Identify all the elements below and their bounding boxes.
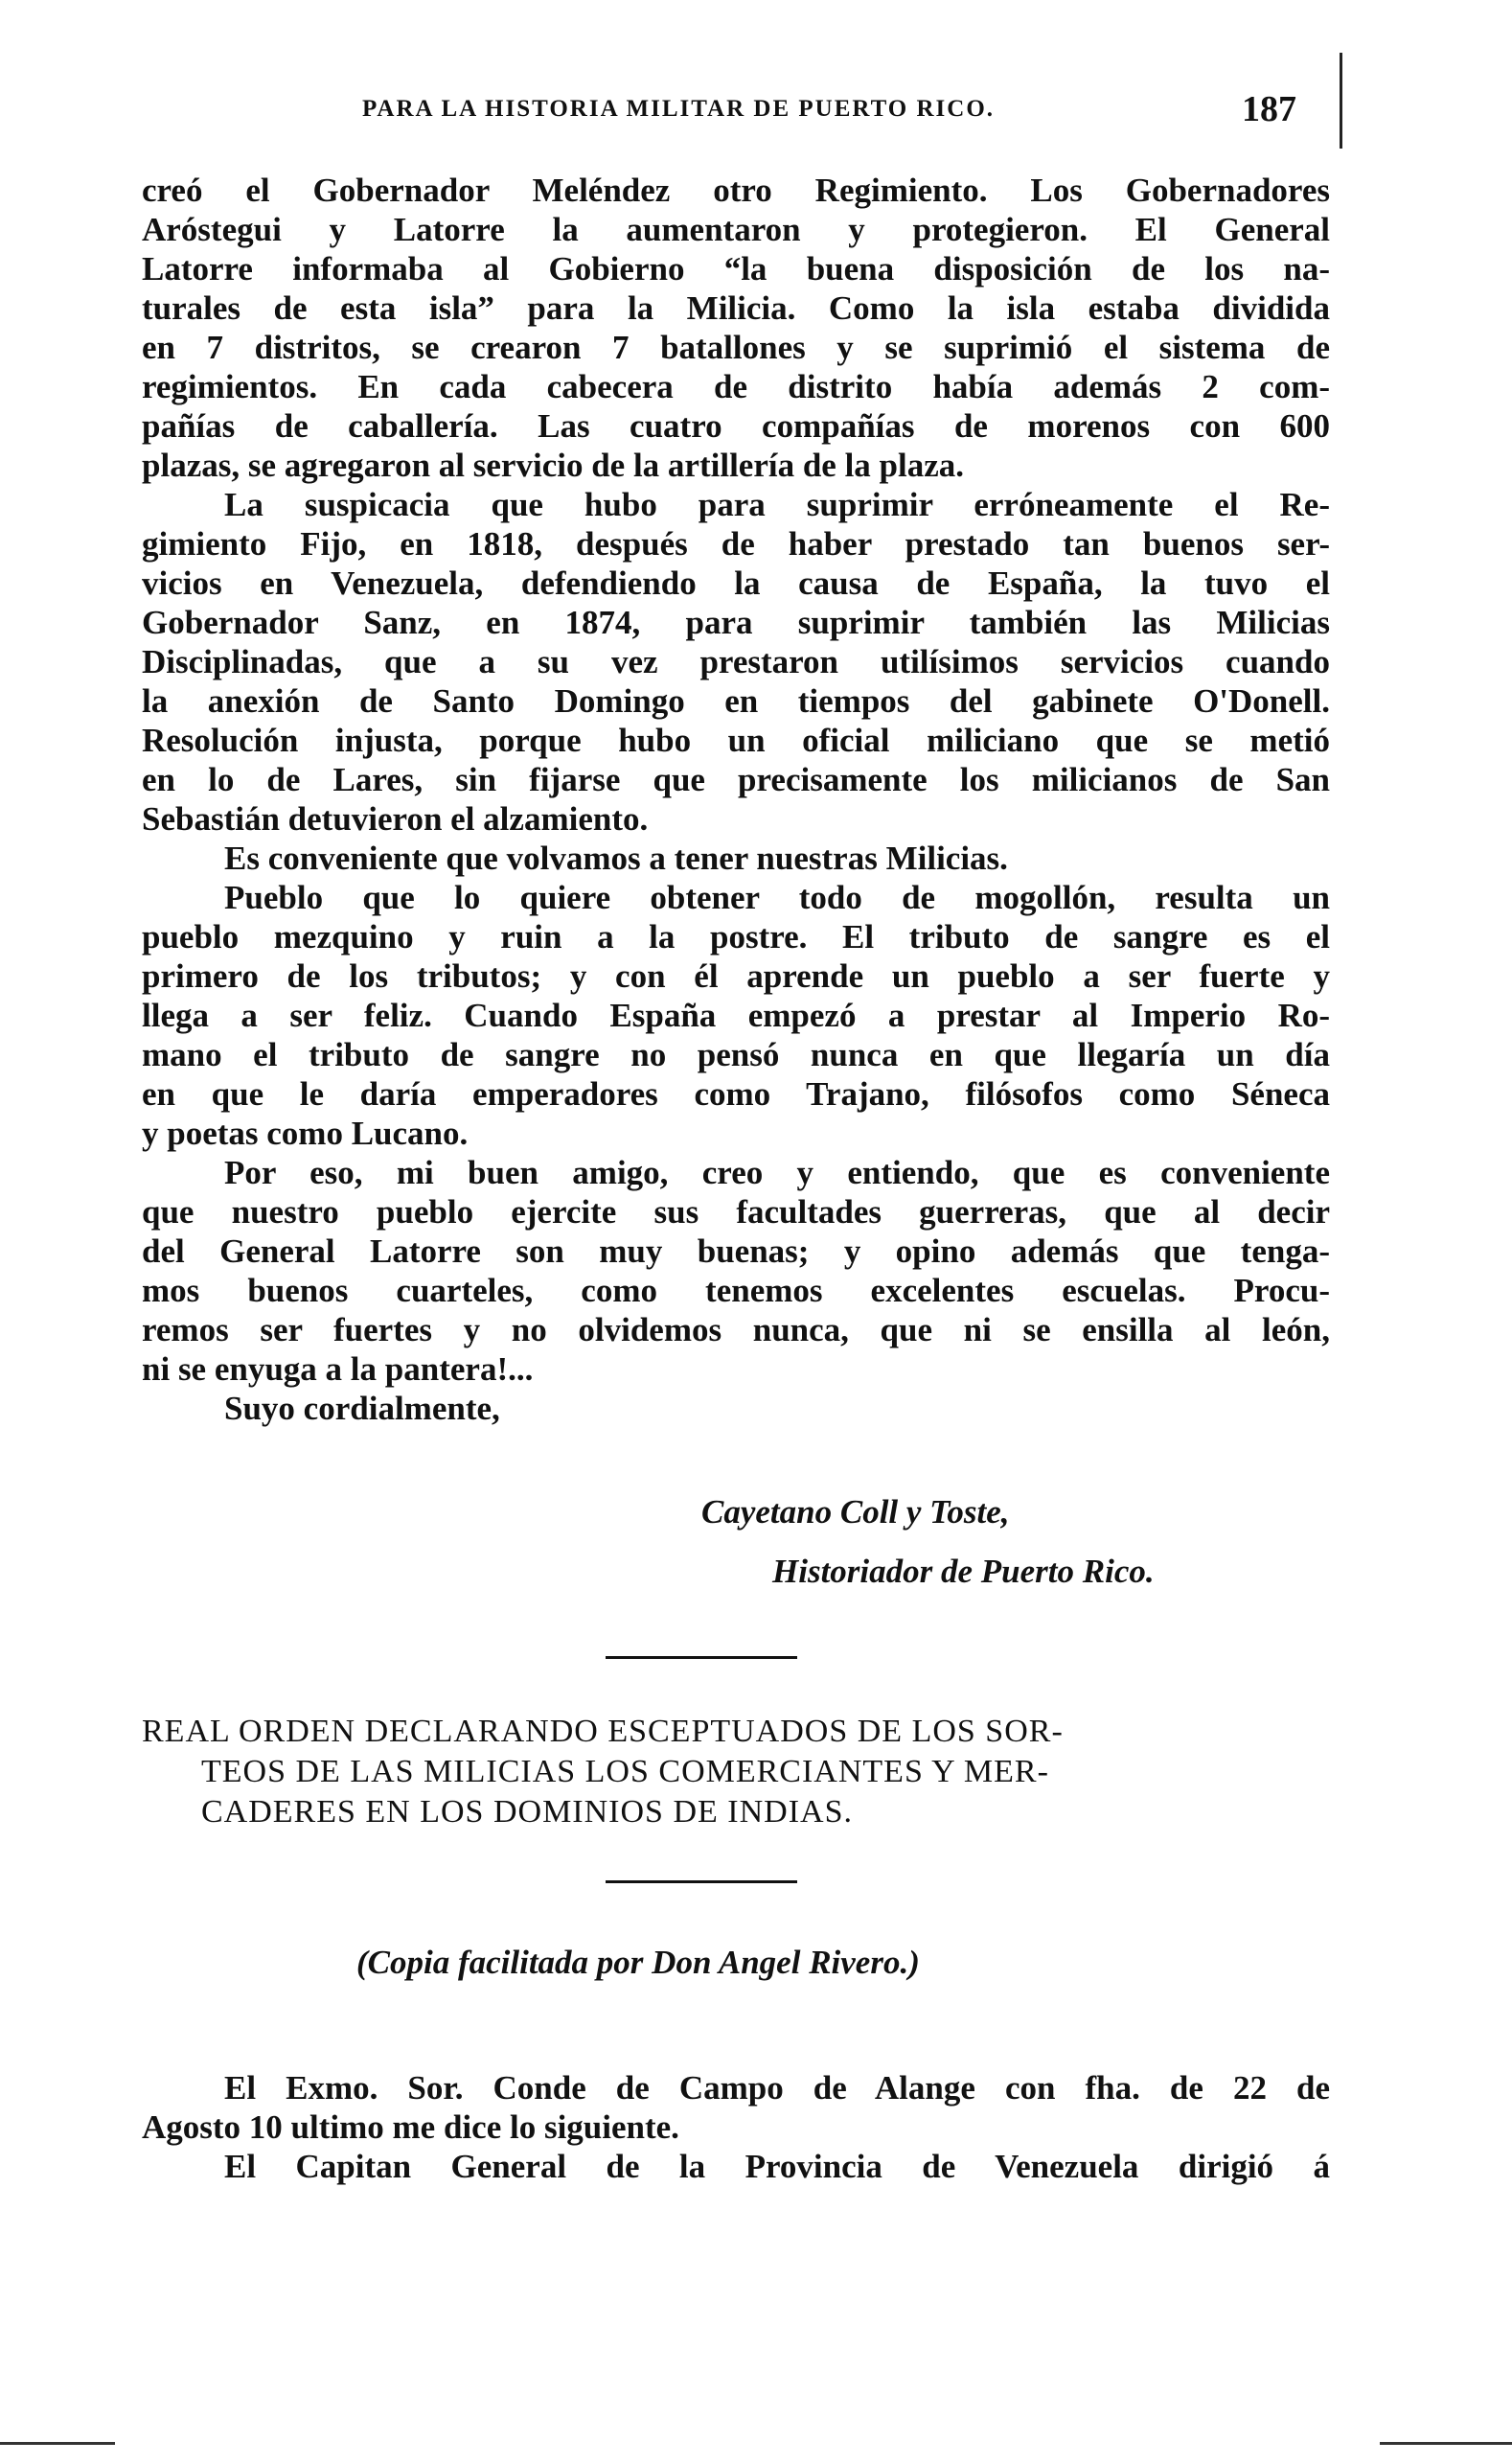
text-line: que nuestro pueblo ejercite sus facultades guerreras, que al decir [142,1193,1330,1231]
text-line: Sebastián detuvieron el alzamiento. [142,800,649,838]
running-head: PARA LA HISTORIA MILITAR DE PUERTO RICO. [362,96,996,122]
text-line: en lo de Lares, sin fijarse que precisamente los milicianos de San [142,761,1330,798]
text-line: ni se enyuga a la pantera!... [142,1350,534,1388]
text-line: gimiento Fijo, en 1818, después de haber prestado tan buenos ser- [142,525,1330,563]
bottom-edge-line [1380,2442,1512,2445]
text-line: mano el tributo de sangre no pensó nunca en que llegaría un día [142,1036,1330,1073]
source-credit: (Copia facilitada por Don Angel Rivero.) [356,1944,920,1981]
text-line: El Capitan General de la Provincia de Venezuela dirigió á [224,2148,1330,2185]
text-line: en 7 distritos, se crearon 7 batallones y se suprimió el sistema de [142,329,1330,366]
text-line: regimientos. En cada cabecera de distrito había además 2 com- [142,368,1330,405]
text-line: mos buenos cuarteles, como tenemos excelentes escuelas. Procu- [142,1272,1330,1309]
text-line: Pueblo que lo quiere obtener todo de mogollón, resulta un [224,879,1330,916]
text-line: turales de esta isla” para la Milicia. Como la isla estaba dividida [142,289,1330,327]
text-line: la anexión de Santo Domingo en tiempos del gabinete O'Donell. [142,682,1330,720]
text-line: Aróstegui y Latorre la aumentaron y protegieron. El General [142,211,1330,248]
text-line: Disciplinadas, que a su vez prestaron utilísimos servicios cuando [142,643,1330,680]
bottom-edge-line [0,2442,115,2445]
text-line: pueblo mezquino y ruin a la postre. El tributo de sangre es el [142,918,1330,956]
text-line: Agosto 10 ultimo me dice lo siguiente. [142,2108,679,2146]
text-line: Suyo cordialmente, [224,1390,500,1427]
text-line: del General Latorre son muy buenas; y opino además que tenga- [142,1232,1330,1270]
section-heading: REAL ORDEN DECLARANDO ESCEPTUADOS DE LOS SOR- [142,1714,1064,1749]
text-line: llega a ser feliz. Cuando España empezó a prestar al Imperio Ro- [142,997,1330,1034]
text-line: Gobernador Sanz, en 1874, para suprimir también las Milicias [142,604,1330,641]
section-heading: CADERES EN LOS DOMINIOS DE INDIAS. [201,1794,853,1830]
text-line: creó el Gobernador Meléndez otro Regimiento. Los Gobernadores [142,172,1330,209]
text-line: plazas, se agregaron al servicio de la artillería de la plaza. [142,447,965,484]
section-heading: TEOS DE LAS MILICIAS LOS COMERCIANTES Y MER- [201,1754,1049,1789]
closing-text [142,2068,1330,2186]
page-edge-mark [1340,53,1342,149]
text-line: en que le daría emperadores como Trajano, filósofos como Séneca [142,1075,1330,1113]
text-line: La suspicacia que hubo para suprimir erróneamente el Re- [224,486,1330,523]
text-line: y poetas como Lucano. [142,1115,469,1152]
section-divider [606,1880,797,1883]
text-line: remos ser fuertes y no olvidemos nunca, que ni se ensilla al león, [142,1311,1330,1348]
text-line: Por eso, mi buen amigo, creo y entiendo, que es conveniente [224,1154,1330,1191]
text-line: pañías de caballería. Las cuatro compañías de morenos con 600 [142,407,1330,445]
text-line: El Exmo. Sor. Conde de Campo de Alange con fha. de 22 de [224,2069,1330,2107]
text-line: Resolución injusta, porque hubo un oficial miliciano que se metió [142,722,1330,759]
page-number: 187 [1242,89,1296,129]
signature-name: Cayetano Coll y Toste, [701,1493,1010,1531]
signature-title: Historiador de Puerto Rico. [772,1553,1155,1590]
text-line: vicios en Venezuela, defendiendo la causa de España, la tuvo el [142,564,1330,602]
text-line: primero de los tributos; y con él aprende un pueblo a ser fuerte y [142,957,1330,995]
text-line: Latorre informaba al Gobierno “la buena disposición de los na- [142,250,1330,288]
body-text [142,171,1330,1428]
text-line: Es conveniente que volvamos a tener nuestras Milicias. [224,840,1008,877]
section-divider [606,1656,797,1659]
